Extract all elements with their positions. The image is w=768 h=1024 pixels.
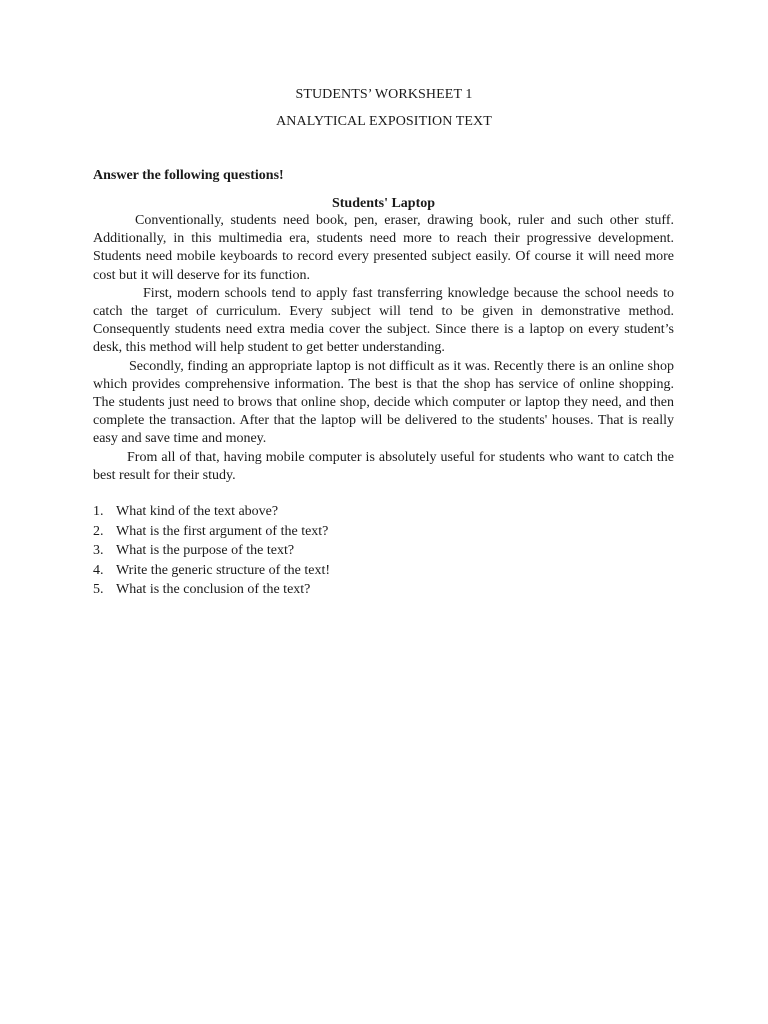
worksheet-title: STUDENTS’ WORKSHEET 1 (295, 87, 473, 102)
question-number: 2. (93, 523, 104, 539)
passage-paragraph-3: Secondly, finding an appropriate laptop is not difficult as it was. Recently there is an online shop which provides comprehensive information. The best is that the shop has service of online shopping. The students just need to brows that online shop, decide which computer or laptop they need, and then complete the transaction. After that the laptop will be delivered to the students' houses. That is really easy and save time and money. (93, 358, 674, 447)
question-item (93, 580, 674, 600)
question-text: What is the purpose of the text? (116, 543, 295, 559)
question-text: What is the conclusion of the text? (116, 582, 311, 598)
question-number: 3. (93, 543, 104, 559)
question-number: 4. (93, 562, 104, 578)
worksheet-subtitle: ANALYTICAL EXPOSITION TEXT (276, 114, 492, 129)
question-number: 5. (93, 582, 104, 598)
instruction-heading: Answer the following questions! (93, 168, 284, 183)
question-text: Write the generic structure of the text! (116, 562, 331, 578)
question-text: What kind of the text above? (116, 504, 279, 519)
question-number: 1. (93, 504, 104, 519)
passage-paragraph-4: From all of that, having mobile computer is absolutely useful for students who want to catch the best result for their study. (93, 449, 674, 483)
passage-paragraph-2: First, modern schools tend to apply fast transferring knowledge because the school needs to catch the target of curriculum. Every subject will tend to be given in demonstrative method. Consequently students need extra media cover the subject. Since there is a laptop on every student’s desk, this method will help student to get better understanding. (93, 285, 674, 356)
question-list (93, 502, 674, 600)
question-item (93, 541, 674, 561)
question-item (93, 561, 674, 581)
passage-body (93, 212, 674, 485)
passage-title: Students' Laptop (331, 196, 436, 211)
question-item (93, 522, 674, 542)
question-text: What is the first argument of the text? (116, 523, 329, 539)
question-item (93, 502, 674, 522)
passage-paragraph-1: Conventionally, students need book, pen, eraser, drawing book, ruler and such other stuff. Additionally, in this multimedia era, students need more to reach their progressive development. Students need mobile keyboards to record every presented subject easily. Of course it will need more cost but it will deserve for its function. (93, 213, 674, 283)
